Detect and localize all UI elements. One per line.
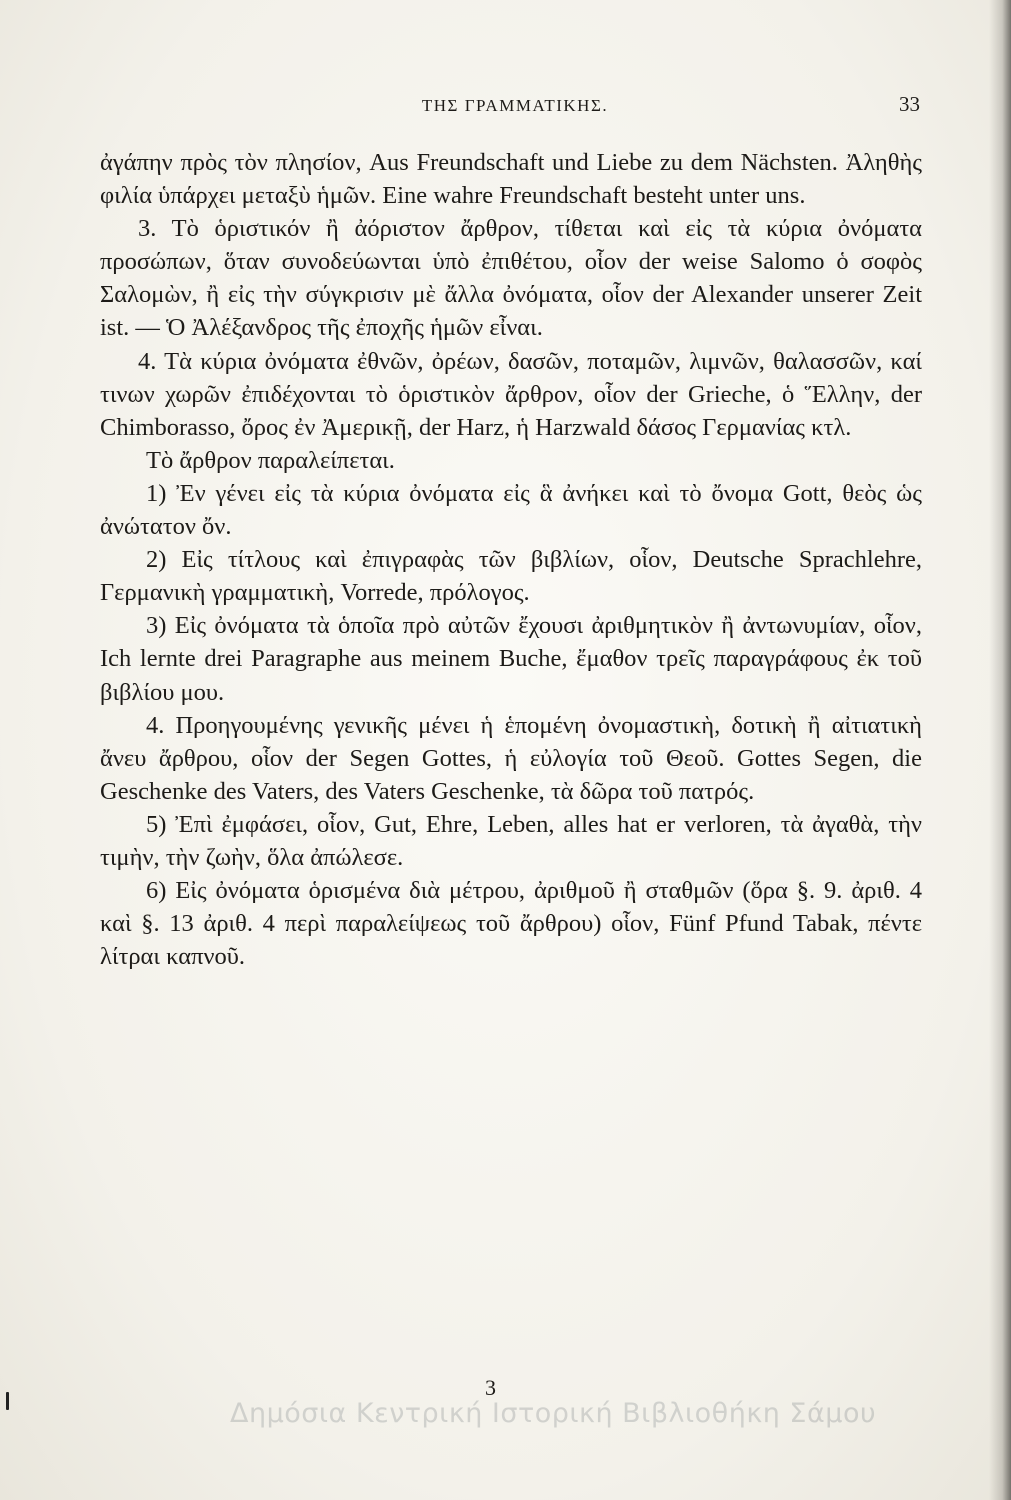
paragraph-rule-3: 3. Τὸ ὁριστικόν ἢ ἀόριστον ἄρθρον, τίθεται καὶ εἰς τὰ κύρια ὀνόματα προσώπων, ὅταν συνοδεύωνται ὑπὸ ἐπιθέτου, οἷον der weise Salomo ὁ σοφὸς Σαλομὼν, ἢ εἰς τὴν σύγκρισιν μὲ ἄλλα ὀνόματα, οἷον der Alexander unserer Zeit ist. — Ὁ Ἀλέξανδρος τῆς ἐποχῆς ἡμῶν εἶναι. xyxy=(100,215,922,342)
paragraph-item-2: 2) Εἰς τίτλους καὶ ἐπιγραφὰς τῶν βιβλίων, οἷον, Deutsche Sprachlehre, Γερμανικὴ γραμματικὴ, Vorrede, πρόλογος. xyxy=(100,546,922,607)
paragraph-item-4: 4. Προηγουμένης γενικῆς μένει ἡ ἑπομένη ὀνομαστικὴ, δοτικὴ ἢ αἰτιατικὴ ἄνευ ἄρθρου, οἷον der Segen Gottes, ἡ εὐλογία τοῦ Θεοῦ. Gottes Segen, die Geschenke des Vaters, des Vaters Geschenke, τὰ δῶρα τοῦ πατρός. xyxy=(100,711,922,805)
body-text xyxy=(100,146,922,973)
page-edge-shadow xyxy=(989,0,1011,1500)
paragraph-item-6: 6) Εἰς ὀνόματα ὁρισμένα διὰ μέτρου, ἀριθμοῦ ἢ σταθμῶν (ὅρα §. 9. ἀριθ. 4 καὶ §. 13 ἀριθ. 4 περὶ παραλείψεως τοῦ ἄρθρου) οἷον, Fünf Pfund Tabak, πέντε λίτραι καπνοῦ. xyxy=(100,877,922,971)
library-watermark: Δημόσια Κεντρική Ιστορική Βιβλιοθήκη Σάμου xyxy=(230,1398,877,1429)
paragraph-rule-4: 4. Τὰ κύρια ὀνόματα ἐθνῶν, ὀρέων, δασῶν, ποταμῶν, λιμνῶν, θαλασσῶν, καί τινων χωρῶν ἐπιδέχονται τὸ ὁριστικὸν ἄρθρον, οἷον der Grieche, ὁ Ἕλλην, der Chimborasso, ὄρος ἐν Ἀμερικῇ, der Harz, ἡ Harzwald δάσος Γερμανίας κτλ. xyxy=(100,347,922,441)
paragraph-omission-heading: Τὸ ἄρθρον παραλείπεται. xyxy=(146,446,395,474)
signature-mark: 3 xyxy=(485,1375,496,1400)
running-title: ΤΗΣ ΓΡΑΜΜΑΤΙΚΗΣ. xyxy=(421,96,609,115)
page-number: 33 xyxy=(899,92,920,116)
page-header xyxy=(100,92,930,122)
paragraph-item-3: 3) Εἰς ὀνόματα τὰ ὁποῖα πρὸ αὐτῶν ἔχουσι ἀριθμητικὸν ἢ ἀντωνυμίαν, οἷον, Ich lernte drei Paragraphe aus meinem Buche, ἔμαθον τρεῖς παραγράφους ἐκ τοῦ βιβλίου μου. xyxy=(100,612,922,706)
paragraph-continuation: ἀγάπην πρὸς τὸν πλησίον, Aus Freundschaft und Liebe zu dem Nächsten. Ἀληθὴς φιλία ὑπάρχει μεταξὺ ἡμῶν. Eine wahre Freundschaft besteht unter uns. xyxy=(100,149,922,210)
paragraph-item-1: 1) Ἐν γένει εἰς τὰ κύρια ὀνόματα εἰς ἃ ἀνήκει καὶ τὸ ὄνομα Gott, θεὸς ὡς ἀνώτατον ὄν. xyxy=(100,479,922,541)
margin-mark xyxy=(6,1392,9,1410)
paragraph-item-5: 5) Ἐπὶ ἐμφάσει, οἷον, Gut, Ehre, Leben, alles hat er verloren, τὰ ἀγαθὰ, τὴν τιμὴν, τὴν ζωὴν, ὅλα ἀπώλεσε. xyxy=(100,810,922,871)
